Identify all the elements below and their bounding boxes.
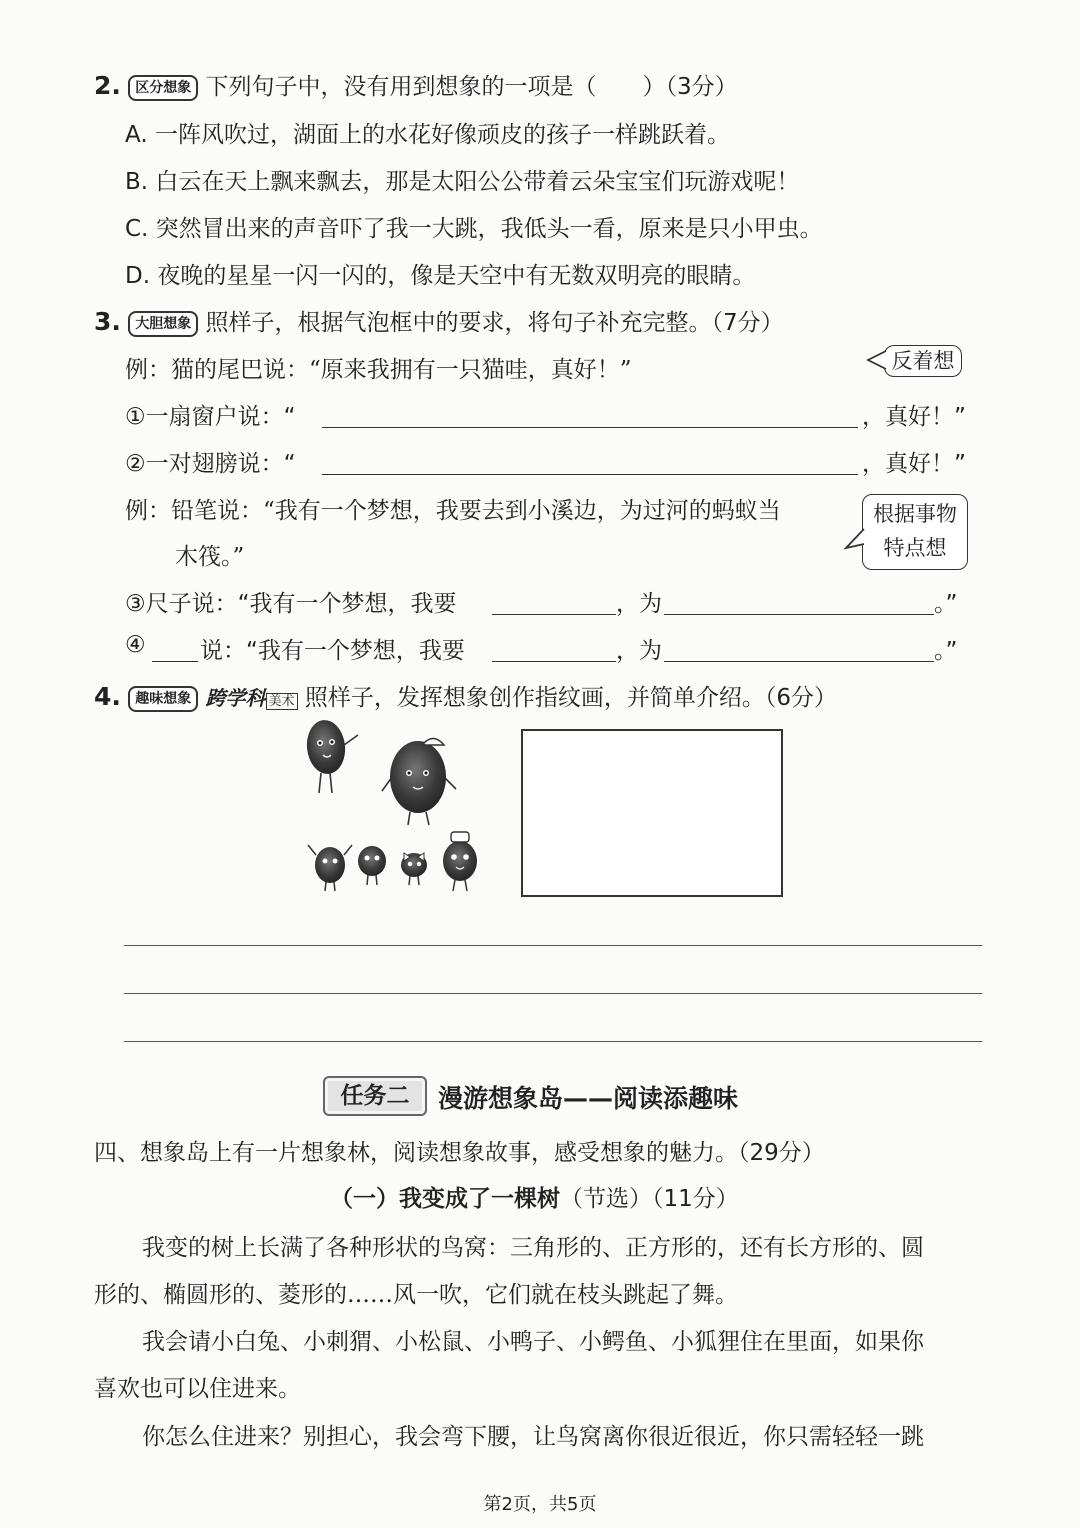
hint-bubble-1 — [884, 345, 962, 377]
hint-bubble-2 — [862, 494, 968, 570]
item-3-mid: ，为 — [616, 591, 662, 617]
fingerprint-figure — [443, 832, 477, 891]
answer-line[interactable] — [124, 993, 982, 994]
option-d: D. 夜晚的星星一闪一闪的，像是天空中有无数双明亮的眼睛。 — [125, 263, 756, 289]
question-prompt: 照样子，发挥想象创作指纹画，并简单介绍。（6分） — [304, 685, 837, 711]
paragraph-line: 形的、椭圆形的、菱形的……风一吹，它们就在枝头跳起了舞。 — [94, 1282, 738, 1308]
paragraph-line: 我会请小白兔、小刺猬、小松鼠、小鸭子、小鳄鱼、小狐狸住在里面，如果你 — [142, 1329, 924, 1355]
cross-subject-name: 美术 — [266, 693, 298, 710]
item-3-start: ③尺子说：“我有一个梦想，我要 — [125, 591, 457, 617]
fingerprint-figure — [358, 846, 386, 885]
paragraph-line: 你怎么住进来？别担心，我会弯下腰，让鸟窝离你很近很近，你只需轻轻一跳 — [142, 1424, 924, 1450]
item-3-end: 。” — [934, 591, 958, 617]
fingerprint-figure — [304, 718, 358, 793]
question-tag: 大胆想象 — [128, 311, 198, 337]
answer-line[interactable] — [124, 945, 982, 946]
answer-blank-3a[interactable] — [492, 614, 616, 615]
answer-blank-4-subject[interactable] — [152, 661, 198, 662]
question-tag: 区分想象 — [128, 75, 198, 101]
option-b: B. 白云在天上飘来飘去，那是太阳公公带着云朵宝宝们玩游戏呢！ — [125, 169, 800, 195]
section-heading: 四、想象岛上有一片想象林，阅读想象故事，感受想象的魅力。（29分） — [94, 1140, 825, 1166]
item-4-end: 。” — [934, 638, 958, 664]
passage-title: （一）我变成了一棵树 — [330, 1186, 560, 1212]
option-a: A. 一阵风吹过，湖面上的水花好像顽皮的孩子一样跳跃着。 — [125, 122, 730, 148]
passage-note: （节选）（11分） — [560, 1186, 739, 1212]
fingerprint-figure — [308, 845, 352, 891]
item-1-end: ，真好！” — [862, 404, 966, 430]
cross-subject-label: 跨学科 — [205, 686, 266, 710]
bubble-pointer-icon — [844, 526, 866, 554]
item-2-end: ，真好！” — [862, 451, 966, 477]
answer-blank-3b[interactable] — [664, 614, 934, 615]
answer-blank-2[interactable] — [322, 474, 858, 475]
item-4-say: 说：“我有一个梦想，我要 — [200, 638, 465, 664]
question-prompt: 下列句子中，没有用到想象的一项是（ ）（3分） — [205, 74, 738, 100]
fingerprint-illustration — [296, 715, 496, 895]
task-label: 任务二 — [340, 1083, 410, 1109]
passage-subtitle — [330, 1180, 739, 1213]
hint-bubble-text: 根据事物 — [873, 502, 957, 526]
page-footer: 第2页，共5页 — [483, 1494, 597, 1515]
question-prompt: 照样子，根据气泡框中的要求，将句子补充完整。（7分） — [205, 310, 784, 336]
item-4-mid: ，为 — [616, 638, 662, 664]
option-c: C. 突然冒出来的声音吓了我一大跳，我低头一看，原来是只小甲虫。 — [125, 216, 823, 242]
item-4-start: ④ — [125, 632, 146, 658]
fingerprint-figure — [382, 738, 456, 825]
question-number: 3. — [94, 307, 121, 336]
drawing-box[interactable] — [521, 729, 783, 897]
item-2-start: ②一对翅膀说：“ — [125, 451, 296, 477]
question-tag: 趣味想象 — [128, 686, 198, 712]
bubble-pointer-icon — [866, 348, 888, 372]
task-title: 漫游想象岛——阅读添趣味 — [438, 1084, 739, 1113]
item-1-start: ①一扇窗户说：“ — [125, 404, 296, 430]
question-3-header — [94, 304, 784, 337]
question-4-header — [94, 679, 837, 712]
hint-bubble-text: 反着想 — [891, 349, 955, 373]
answer-line[interactable] — [124, 1041, 982, 1042]
answer-blank-4a[interactable] — [492, 661, 616, 662]
paragraph-line: 我变的树上长满了各种形状的鸟窝：三角形的、正方形的，还有长方形的、圆 — [142, 1235, 924, 1261]
example-2-line-2: 木筏。” — [175, 544, 245, 570]
question-number: 4. — [94, 682, 121, 711]
example-1: 例：猫的尾巴说：“原来我拥有一只猫哇，真好！” — [125, 357, 632, 383]
question-number: 2. — [94, 71, 121, 100]
paragraph-line: 喜欢也可以住进来。 — [94, 1376, 301, 1402]
question-2-header — [94, 68, 738, 101]
answer-blank-4b[interactable] — [664, 661, 934, 662]
task-label-box — [323, 1076, 427, 1116]
fingerprint-figure — [401, 853, 427, 885]
example-2-line-1: 例：铅笔说：“我有一个梦想，我要去到小溪边，为过河的蚂蚁当 — [125, 498, 781, 524]
hint-bubble-text: 特点想 — [883, 536, 947, 560]
answer-blank-1[interactable] — [322, 427, 858, 428]
